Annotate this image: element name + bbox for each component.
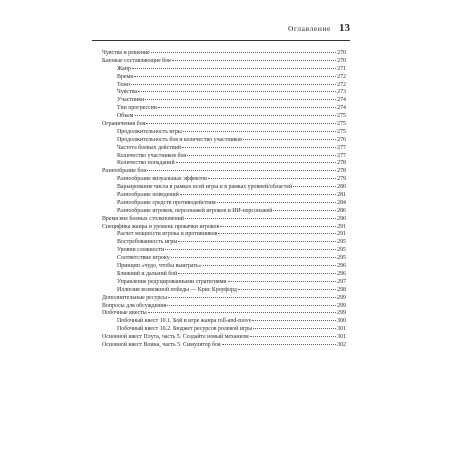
dot-leader bbox=[132, 68, 336, 69]
toc-entry-page: 284 bbox=[337, 199, 346, 206]
toc-entry-title: Вопросы для обсуждения bbox=[102, 302, 167, 309]
toc-entry-title: Участники bbox=[117, 97, 145, 104]
toc-entry-page: 299 bbox=[337, 302, 346, 309]
toc-entry-page: 270 bbox=[337, 57, 346, 64]
toc-entry bbox=[102, 58, 346, 66]
toc-entry-page: 297 bbox=[337, 278, 346, 285]
toc-entry-title: Тип прогрессии bbox=[117, 105, 157, 112]
toc-entry-title: Базовые составляющие боя bbox=[102, 57, 171, 64]
toc-entry-title: Разнообразие поведений bbox=[117, 192, 179, 199]
toc-entry-page: 276 bbox=[337, 136, 346, 143]
toc-subentry bbox=[102, 279, 346, 287]
toc-entry-page: 275 bbox=[337, 121, 346, 128]
dot-leader bbox=[243, 139, 336, 140]
toc-subentry bbox=[102, 326, 346, 334]
toc-entry-title: Количество попаданий bbox=[117, 160, 175, 167]
dot-leader bbox=[148, 312, 336, 313]
toc-subentry bbox=[102, 271, 346, 279]
toc-subentry bbox=[102, 176, 346, 184]
dot-leader bbox=[293, 186, 336, 187]
toc-entry bbox=[102, 216, 346, 224]
toc-entry-page: 281 bbox=[337, 192, 346, 199]
toc-entry-title: Принцип «чудо, чтобы выиграть» bbox=[117, 263, 202, 270]
toc-entry-title: Разнообразие боя bbox=[102, 168, 146, 175]
toc-subentry bbox=[102, 105, 346, 113]
dot-leader bbox=[138, 91, 336, 92]
dot-leader bbox=[134, 76, 336, 77]
dot-leader bbox=[222, 344, 337, 345]
toc-entry-page: 299 bbox=[337, 310, 346, 317]
toc-subentry bbox=[102, 318, 346, 326]
toc-entry-page: 277 bbox=[337, 144, 346, 151]
dot-leader bbox=[228, 281, 337, 282]
toc-subentry bbox=[102, 74, 346, 82]
dot-leader bbox=[182, 147, 336, 148]
toc-subentry bbox=[102, 239, 346, 247]
toc-entry-title: Разнообразие игроков, персонажей игроков и ИИ-персонажей bbox=[117, 207, 273, 214]
toc-entry-title: Ближний и дальний бой bbox=[117, 270, 178, 277]
dot-leader bbox=[208, 178, 336, 179]
toc-entry-page: 272 bbox=[337, 81, 346, 88]
dot-leader bbox=[203, 265, 337, 266]
toc-entry-page: 271 bbox=[337, 65, 346, 72]
toc-entry-page: 286 bbox=[337, 207, 346, 214]
toc-entry-title: Соответствие игроку bbox=[117, 255, 170, 262]
toc-entry-title: Управление редуцированными стратегиями bbox=[117, 278, 227, 285]
toc-entry bbox=[102, 121, 346, 129]
toc-subentry bbox=[102, 247, 346, 255]
toc-entry-title: Ограничения боя bbox=[102, 121, 146, 128]
toc-entry-page: 273 bbox=[337, 89, 346, 96]
toc-entry-page: 299 bbox=[337, 294, 346, 301]
toc-entry bbox=[102, 342, 346, 350]
dot-leader bbox=[217, 202, 336, 203]
toc-entry-page: 302 bbox=[337, 341, 346, 348]
dot-leader bbox=[238, 289, 336, 290]
toc-entry-page: 295 bbox=[337, 247, 346, 254]
dot-leader bbox=[218, 233, 336, 234]
toc-entry-title: Дополнительные ресурсы bbox=[102, 294, 167, 301]
toc-subentry bbox=[102, 145, 346, 153]
toc-subentry bbox=[102, 184, 346, 192]
toc-entry-page: 295 bbox=[337, 239, 346, 246]
toc-subentry bbox=[102, 287, 346, 295]
dot-leader bbox=[273, 210, 336, 211]
toc-entry-page: 291 bbox=[337, 223, 346, 230]
toc-entry-page: 296 bbox=[337, 270, 346, 277]
dot-leader bbox=[178, 241, 336, 242]
toc-entry-title: Побочные квесты bbox=[102, 310, 147, 317]
toc-subentry bbox=[102, 263, 346, 271]
toc-entry-page: 301 bbox=[337, 326, 346, 333]
toc-entry-title: Уровни сложности bbox=[117, 247, 165, 254]
toc-entry-title: Продолжительность боя и количество участников bbox=[117, 136, 242, 143]
toc-subentry bbox=[102, 255, 346, 263]
toc-entry-page: 277 bbox=[337, 152, 346, 159]
toc-entry bbox=[102, 295, 346, 303]
dot-leader bbox=[185, 218, 336, 219]
toc-entry-page: 290 bbox=[337, 215, 346, 222]
toc-entry-title: Продолжительность игры bbox=[117, 128, 182, 135]
toc-entry-page: 278 bbox=[337, 160, 346, 167]
toc-entry-title: Чувства bbox=[117, 89, 138, 96]
dot-leader bbox=[220, 226, 336, 227]
toc-subentry bbox=[102, 97, 346, 105]
toc-entry-title: Побочный квест 10.1. Бой в игре жанра roll-and-move bbox=[117, 318, 252, 325]
toc-entry-title: Основной квест Плута, часть 5. Создайте новый механизм bbox=[102, 334, 249, 341]
toc-entry-page: 275 bbox=[337, 113, 346, 120]
toc-entry-title: Жанр bbox=[117, 65, 131, 72]
toc-entry-title: Частота боевых действий bbox=[117, 144, 181, 151]
toc-subentry bbox=[102, 129, 346, 137]
toc-entry-page: 272 bbox=[337, 73, 346, 80]
dot-leader bbox=[252, 320, 336, 321]
toc-entry-page: 301 bbox=[337, 334, 346, 341]
toc-entry-page: 274 bbox=[337, 97, 346, 104]
toc-entry-title: Время bbox=[117, 73, 133, 80]
dot-leader bbox=[158, 107, 336, 108]
page-number: 13 bbox=[339, 22, 350, 34]
dot-leader bbox=[187, 155, 336, 156]
toc-entry-title: Иллюзия возможной победы — Крис Кроуфорд bbox=[117, 286, 237, 293]
toc-entry-page: 300 bbox=[337, 318, 346, 325]
toc-entry-page: 275 bbox=[337, 128, 346, 135]
toc-entry-title: Востребованность игры bbox=[117, 239, 178, 246]
dot-leader bbox=[165, 249, 336, 250]
toc-entry-title: Основной квест Воина, часть 5. Симулятор боя bbox=[102, 341, 221, 348]
toc-subentry bbox=[102, 66, 346, 74]
toc-subentry bbox=[102, 89, 346, 97]
dot-leader bbox=[171, 257, 336, 258]
toc-entry-page: 298 bbox=[337, 286, 346, 293]
table-of-contents bbox=[102, 50, 346, 350]
dot-leader bbox=[178, 273, 336, 274]
dot-leader bbox=[176, 162, 337, 163]
dot-leader bbox=[172, 60, 336, 61]
dot-leader bbox=[146, 123, 336, 124]
toc-entry-page: 295 bbox=[337, 255, 346, 262]
toc-subentry bbox=[102, 200, 346, 208]
dot-leader bbox=[135, 115, 337, 116]
toc-entry-title: Разнообразие средств противодействия bbox=[117, 199, 216, 206]
dot-leader bbox=[151, 52, 336, 53]
toc-entry-title: Объем bbox=[117, 113, 134, 120]
toc-entry-page: 274 bbox=[337, 105, 346, 112]
toc-entry-title: Количество участников боя bbox=[117, 152, 186, 159]
toc-entry-page: 296 bbox=[337, 263, 346, 270]
toc-entry-title: Побочный квест 10.2. Бюджет ресурсов ролевой игры bbox=[117, 326, 253, 333]
toc-entry bbox=[102, 224, 346, 232]
toc-entry bbox=[102, 50, 346, 58]
toc-entry-title: Темп bbox=[117, 81, 130, 88]
dot-leader bbox=[253, 328, 336, 329]
toc-entry-page: 278 bbox=[337, 168, 346, 175]
toc-entry-page: 279 bbox=[337, 176, 346, 183]
dot-leader bbox=[147, 170, 336, 171]
page-header bbox=[92, 22, 350, 41]
toc-entry-title: Время вне боевых столкновений bbox=[102, 215, 184, 222]
toc-entry-page: 280 bbox=[337, 184, 346, 191]
dot-leader bbox=[145, 99, 336, 100]
dot-leader bbox=[131, 84, 336, 85]
toc-entry-title: Варьирование числа в рамках всей игры и в рамках уровней/областей bbox=[117, 184, 293, 191]
toc-subentry bbox=[102, 192, 346, 200]
toc-entry-page: 270 bbox=[337, 50, 346, 56]
toc-entry-page: 291 bbox=[337, 231, 346, 238]
toc-entry-title: Специфика жанра и уровень прокачки игроков bbox=[102, 223, 220, 230]
toc-entry-title: Разнообразие визуальных эффектов bbox=[117, 176, 207, 183]
toc-entry bbox=[102, 334, 346, 342]
dot-leader bbox=[183, 131, 336, 132]
toc-entry-title: Расчет мощности игрока и противников bbox=[117, 231, 218, 238]
toc-entry-title: Чувства и решение bbox=[102, 50, 150, 56]
toc-subentry bbox=[102, 208, 346, 216]
dot-leader bbox=[167, 305, 336, 306]
dot-leader bbox=[250, 336, 336, 337]
running-head-section: Оглавление bbox=[287, 24, 331, 33]
toc-subentry bbox=[102, 137, 346, 145]
dot-leader bbox=[180, 194, 336, 195]
toc-subentry bbox=[102, 82, 346, 90]
dot-leader bbox=[168, 297, 336, 298]
toc-subentry bbox=[102, 113, 346, 121]
